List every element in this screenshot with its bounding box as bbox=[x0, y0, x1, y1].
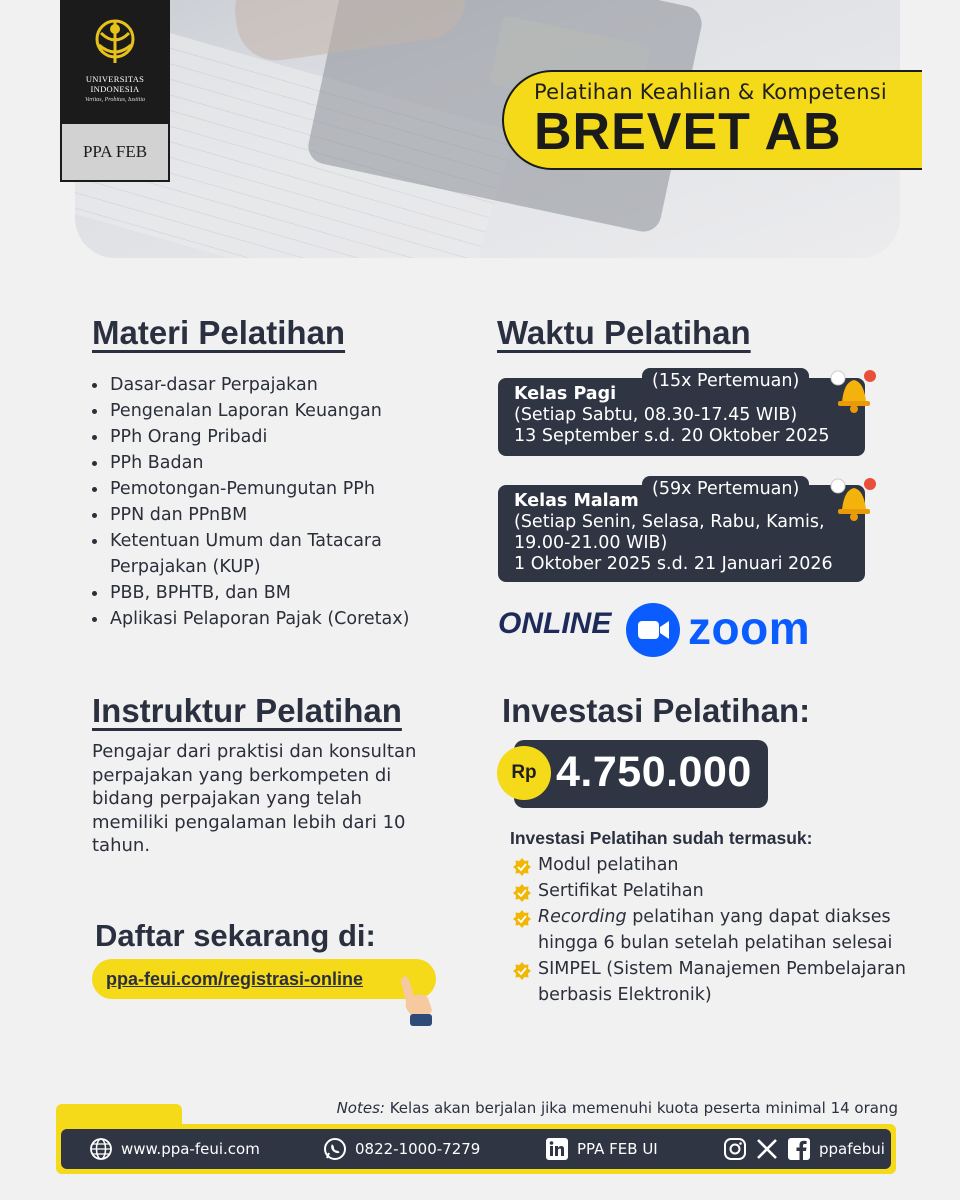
list-item: Recording pelatihan yang dapat diakses hingga 6 bulan setelah pelatihan selesai bbox=[512, 904, 912, 956]
star-badge-icon bbox=[512, 883, 532, 903]
list-item: Pengenalan Laporan Keuangan bbox=[92, 398, 472, 424]
instruktur-text: Pengajar dari praktisi dan konsultan perpajakan yang berkompeten di bidang perpajakan yang telah memiliki pengalaman lebih dari 10 tahun. bbox=[92, 741, 417, 856]
kelas-pagi-badge: (15x Pertemuan) bbox=[642, 368, 809, 395]
zoom-camera-icon bbox=[626, 603, 680, 657]
list-item: Sertifikat Pelatihan bbox=[512, 878, 912, 904]
list-item: Modul pelatihan bbox=[512, 852, 912, 878]
star-badge-icon bbox=[512, 909, 532, 929]
university-motto: Veritas, Probitas, Iustitia bbox=[84, 97, 146, 103]
list-item: PPh Orang Pribadi bbox=[92, 424, 472, 450]
list-item: Aplikasi Pelaporan Pajak (Coretax) bbox=[92, 606, 472, 632]
list-item: PBB, BPHTB, dan BM bbox=[92, 580, 472, 606]
list-item: Pemotongan-Pemungutan PPh bbox=[92, 476, 472, 502]
pointing-hand-icon bbox=[392, 972, 442, 1028]
includes-title: Investasi Pelatihan sudah termasuk: bbox=[510, 828, 813, 848]
star-badge-icon bbox=[512, 961, 532, 981]
footer-website[interactable]: www.ppa-feui.com bbox=[89, 1137, 260, 1161]
includes-list bbox=[512, 852, 912, 1008]
list-item: PPN dan PPnBM bbox=[92, 502, 472, 528]
kelas-pagi-schedule: (Setiap Sabtu, 08.30-17.45 WIB) bbox=[514, 405, 798, 425]
university-name: UNIVERSITAS INDONESIA bbox=[85, 74, 145, 94]
notes: Notes: Kelas akan berjalan jika memenuhi kuota peserta minimal 14 orang bbox=[336, 1099, 898, 1117]
x-icon bbox=[755, 1137, 779, 1161]
title-subtitle: Pelatihan Keahlian & Kompetensi bbox=[534, 80, 887, 104]
instagram-icon bbox=[723, 1137, 747, 1161]
waktu-heading: Waktu Pelatihan bbox=[497, 314, 751, 351]
zoom-logo: zoom bbox=[688, 602, 811, 654]
investasi-heading: Investasi Pelatihan: bbox=[502, 692, 811, 729]
kelas-malam-title: Kelas Malam bbox=[514, 491, 639, 511]
whatsapp-icon bbox=[323, 1137, 347, 1161]
ui-logo bbox=[60, 0, 170, 182]
footer-phone[interactable]: 0822-1000-7279 bbox=[323, 1137, 480, 1161]
daftar-heading: Daftar sekarang di: bbox=[95, 918, 376, 953]
footer-linkedin[interactable]: PPA FEB UI bbox=[545, 1137, 658, 1161]
materi-list bbox=[92, 372, 472, 632]
list-item: PPh Badan bbox=[92, 450, 472, 476]
footer bbox=[56, 1124, 896, 1174]
unit-name: PPA FEB bbox=[62, 124, 168, 180]
price-value: 4.750.000 bbox=[556, 748, 752, 796]
globe-icon bbox=[89, 1137, 113, 1161]
footer-tab bbox=[56, 1104, 182, 1124]
registration-link[interactable]: ppa-feui.com/registrasi-online bbox=[92, 959, 436, 999]
star-badge-icon bbox=[512, 857, 532, 877]
makara-emblem-icon bbox=[85, 12, 145, 70]
kelas-pagi-title: Kelas Pagi bbox=[514, 384, 617, 404]
facebook-icon bbox=[787, 1137, 811, 1161]
instruktur-heading: Instruktur Pelatihan bbox=[92, 692, 402, 729]
kelas-malam-schedule: (Setiap Senin, Selasa, Rabu, Kamis, bbox=[514, 512, 825, 532]
materi-heading: Materi Pelatihan bbox=[92, 314, 346, 351]
kelas-malam-time: 19.00-21.00 WIB) bbox=[514, 533, 668, 553]
linkedin-icon bbox=[545, 1137, 569, 1161]
list-item: Ketentuan Umum dan Tatacara Perpajakan (KUP) bbox=[92, 528, 472, 580]
list-item: Dasar-dasar Perpajakan bbox=[92, 372, 472, 398]
title-main: BREVET AB bbox=[534, 103, 842, 161]
kelas-malam-badge: (59x Pertemuan) bbox=[642, 476, 809, 503]
currency-badge: Rp bbox=[497, 746, 551, 800]
list-item: SIMPEL (Sistem Manajemen Pembelajaran berbasis Elektronik) bbox=[512, 956, 912, 1008]
kelas-pagi-dates: 13 September s.d. 20 Oktober 2025 bbox=[514, 426, 830, 446]
kelas-malam-dates: 1 Oktober 2025 s.d. 21 Januari 2026 bbox=[514, 554, 833, 574]
bell-icon bbox=[828, 472, 878, 522]
title-banner bbox=[502, 70, 922, 170]
bell-icon bbox=[828, 364, 878, 414]
online-label: ONLINE bbox=[498, 607, 612, 640]
footer-social[interactable]: ppafebui bbox=[723, 1137, 885, 1161]
